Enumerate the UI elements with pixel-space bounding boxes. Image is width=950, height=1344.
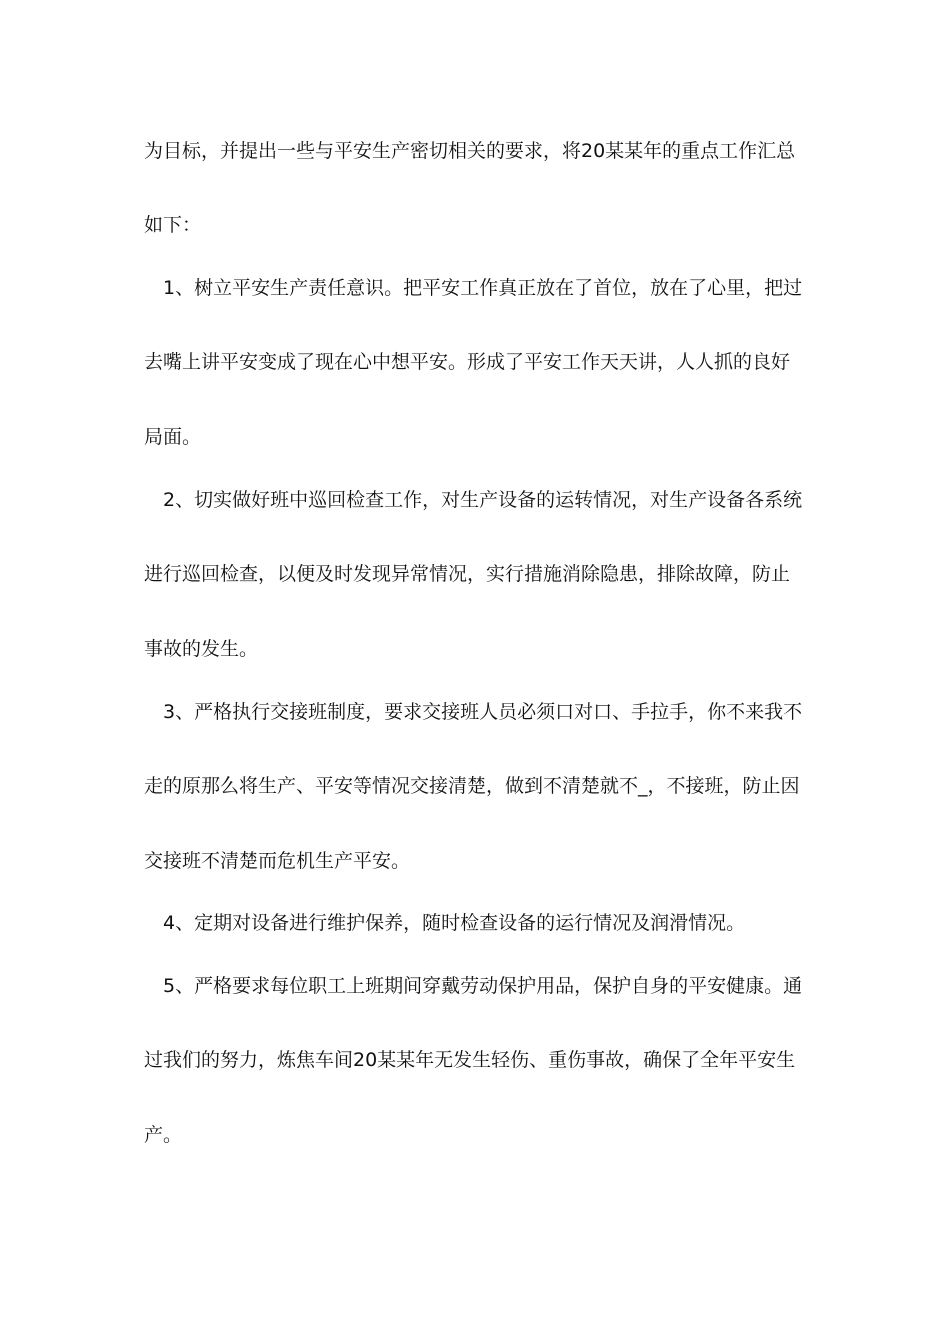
text-line-2: 如下： <box>144 214 202 236</box>
list-item-2-line-2: 进行巡回检查，以便及时发现异常情况，实行措施消除隐患，排除故障，防止 <box>144 563 791 585</box>
list-item-1-line-3: 局面。 <box>144 426 202 448</box>
list-item-5-line-2: 过我们的努力，炼焦车间20某某年无发生轻伤、重伤事故，确保了全年平安生 <box>144 1049 796 1071</box>
list-item-2-line-1: 2、切实做好班中巡回检查工作，对生产设备的运转情况，对生产设备各系统 <box>163 489 803 511</box>
list-item-1-line-1: 1、树立平安生产责任意识。把平安工作真正放在了首位，放在了心里，把过 <box>163 277 803 299</box>
list-item-1-line-2: 去嘴上讲平安变成了现在心中想平安。形成了平安工作天天讲，人人抓的良好 <box>144 351 791 373</box>
list-item-5-line-3: 产。 <box>144 1124 183 1146</box>
text-line-1: 为目标，并提出一些与平安生产密切相关的要求，将20某某年的重点工作汇总 <box>144 140 796 162</box>
list-item-3-line-1: 3、严格执行交接班制度，要求交接班人员必须口对口、手拉手，你不来我不 <box>163 701 803 723</box>
list-item-3-line-2: 走的原那么将生产、平安等情况交接清楚，做到不清楚就不_，不接班，防止因 <box>144 775 800 797</box>
list-item-4-line-1: 4、定期对设备进行维护保养，随时检查设备的运行情况及润滑情况。 <box>163 912 746 934</box>
list-item-5-line-1: 5、严格要求每位职工上班期间穿戴劳动保护用品，保护自身的平安健康。通 <box>163 975 803 997</box>
list-item-3-line-3: 交接班不清楚而危机生产平安。 <box>144 850 411 872</box>
list-item-2-line-3: 事故的发生。 <box>144 638 259 660</box>
